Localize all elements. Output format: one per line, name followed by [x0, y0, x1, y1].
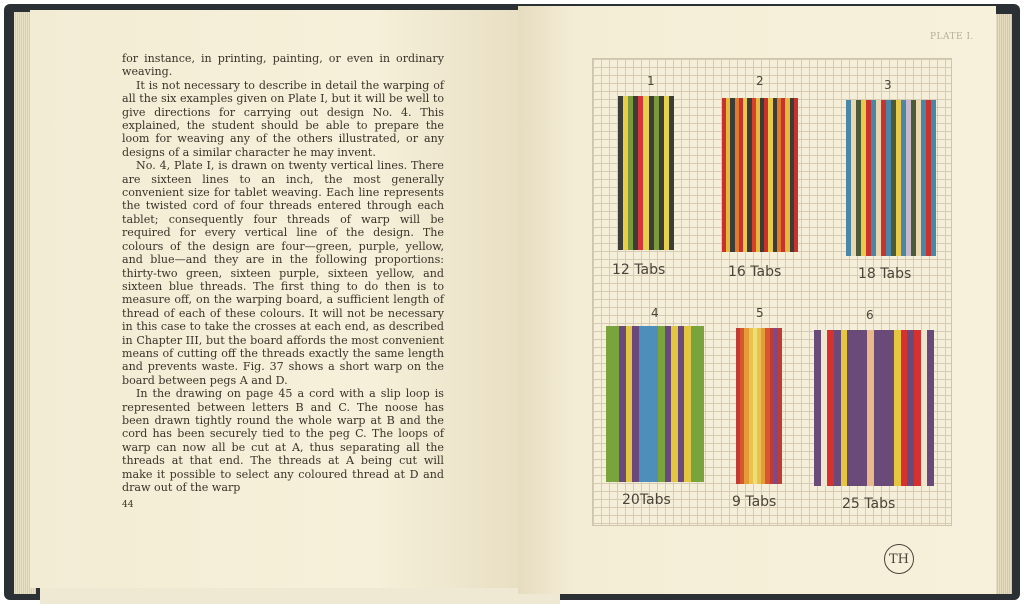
warp-stripe — [827, 330, 834, 486]
stripe-group — [618, 96, 674, 250]
publisher-logo — [884, 544, 914, 574]
tabs-label: 16 Tabs — [728, 264, 782, 280]
paragraph: for instance, in printing, painting, or even in ordinary weaving. — [122, 52, 444, 79]
page-bottom-strip — [40, 586, 560, 604]
design-number: 6 — [866, 308, 874, 322]
paragraph: In the drawing on page 45 a cord with a slip loop is represented between letters B and C. The noose has been drawn tightly round the whole warp at B and the cord has been securely tied to the peg C. The loops of warp can now all be cut at A, thus separating all the threads at that end. The threads at A being cut will make it possible to select any coloured thread at D and draw out of the warp — [122, 387, 444, 494]
warp-stripe — [854, 330, 861, 486]
woven-pattern-2 — [722, 98, 798, 252]
warp-stripe — [927, 330, 934, 486]
woven-pattern-5 — [736, 328, 782, 484]
stripe-group — [606, 326, 704, 482]
stripe-group — [736, 328, 782, 484]
warp-stripe — [841, 330, 848, 486]
plate-label: PLATE I. — [930, 32, 974, 42]
warp-stripe — [669, 96, 674, 250]
warp-stripe — [931, 100, 936, 256]
design-number: 4 — [651, 306, 659, 320]
warp-stripe — [778, 328, 782, 484]
stripe-group — [814, 330, 934, 486]
page-number: 44 — [122, 500, 134, 510]
design-number: 3 — [884, 78, 892, 92]
warp-stripe — [907, 330, 914, 486]
woven-pattern-3 — [846, 100, 936, 256]
woven-pattern-6 — [814, 330, 934, 486]
warp-stripe — [921, 330, 928, 486]
warp-stripe — [881, 330, 888, 486]
stripe-group — [722, 98, 798, 252]
warp-stripe — [834, 330, 841, 486]
tabs-label: 25 Tabs — [842, 496, 896, 512]
warp-stripe — [874, 330, 881, 486]
warp-stripe — [794, 98, 798, 252]
tabs-label: 12 Tabs — [612, 262, 666, 278]
warp-stripe — [914, 330, 921, 486]
tabs-label: 20Tabs — [622, 492, 671, 508]
tabs-label: 18 Tabs — [858, 266, 912, 282]
body-text — [122, 52, 444, 494]
warp-stripe — [901, 330, 908, 486]
paragraph: It is not necessary to describe in detail the warping of all the six examples given on Plate I, but it will be well to give directions for carrying out design No. 4. This explained, the student should be able to prepare the loom for weaving any of the others illustrated, or any designs of a similar character he may invent. — [122, 78, 444, 159]
warp-stripe — [821, 330, 828, 486]
design-number: 5 — [756, 306, 764, 320]
tabs-label: 9 Tabs — [732, 494, 777, 510]
warp-stripe — [887, 330, 894, 486]
logo-text: TH — [888, 551, 909, 567]
warp-stripe — [697, 326, 704, 482]
design-number: 1 — [647, 74, 655, 88]
warp-stripe — [847, 330, 854, 486]
woven-pattern-1 — [618, 96, 674, 250]
warp-stripe — [867, 330, 874, 486]
paragraph: No. 4, Plate I, is drawn on twenty vertical lines. There are sixteen lines to an inch, the most generally convenient size for tablet weaving. Each line represents the twisted cord of four threads entered through each tablet; consequently four threads of warp will be required for every vertical line of the design. The colours of the design are four—green, purple, yellow, and blue—and they are in the following proportions: thirty-two green, sixteen purple, sixteen yellow, and sixteen blue threads. The first thing to do then is to measure off, on the warping board, a sufficient length of thread of each of these colours. It will not be necessary in this case to take the crosses at each end, as described in Chapter III, but the board affords the most convenient means of cutting off the threads exactly the same length and prevents waste. Fig. 37 shows a short warp on the board between pegs A and D. — [122, 159, 444, 387]
warp-stripe — [861, 330, 868, 486]
warp-stripe — [894, 330, 901, 486]
warp-stripe — [814, 330, 821, 486]
stripe-group — [846, 100, 936, 256]
design-number: 2 — [756, 74, 764, 88]
woven-pattern-4 — [606, 326, 704, 482]
